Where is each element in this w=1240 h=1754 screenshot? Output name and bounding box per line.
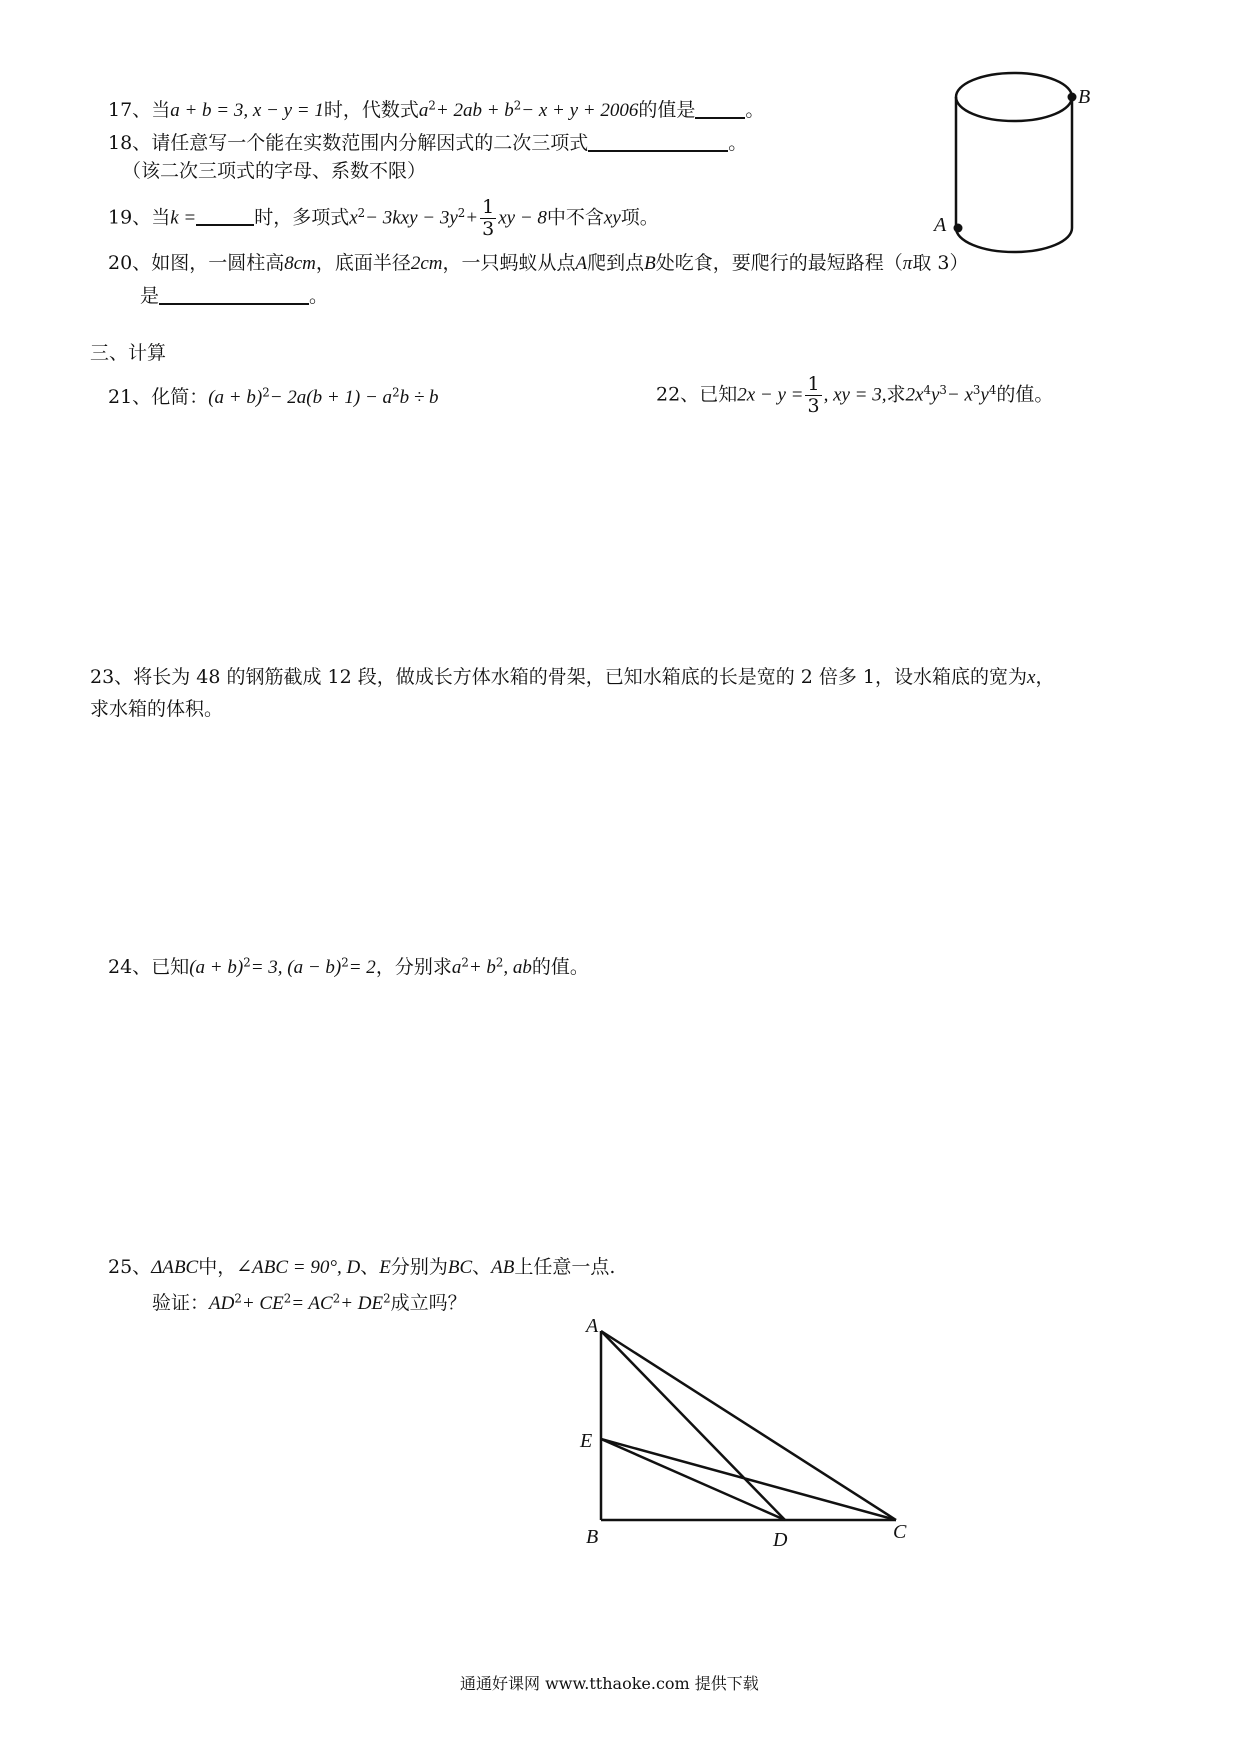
question-20: 20、如图，一圆柱高8cm，底面半径2cm，一只蚂蚁从点A爬到点B处吃食，要爬行的最短路程（π取 3） — [108, 252, 969, 274]
label-a: A — [934, 214, 947, 236]
label-e: E — [580, 1430, 593, 1452]
question-number: 18、 — [108, 132, 152, 155]
question-19: 19、当k = 时，多项式$x^2- 3kxy - 3y^2+$ $\frac{1}{3}$ xy − 8中不含xy项。 — [108, 196, 659, 240]
question-number: 20、 — [108, 252, 152, 274]
segment-ad — [601, 1331, 785, 1520]
label-a: A — [586, 1315, 599, 1337]
question-number: 17、 — [108, 99, 152, 122]
question-number: 23、 — [90, 666, 134, 688]
question-23: 23、将长为 48 的钢筋截成 12 段，做成长方体水箱的骨架，已知水箱底的长是宽的 2 倍多 1，设水箱底的宽为x， — [90, 666, 1055, 688]
fraction-one-third: $\frac{1}{3}$ — [482, 196, 495, 240]
question-18: 18、请任意写一个能在实数范围内分解因式的二次三项式 。 — [108, 129, 747, 155]
question-23-line2: 求水箱的体积。 — [90, 698, 224, 720]
label-b: B — [586, 1526, 599, 1548]
page-footer: 通通好课网 www.tthaoke.com 提供下载 — [460, 1674, 759, 1693]
label-d: D — [773, 1529, 788, 1551]
label-c: C — [893, 1521, 907, 1543]
question-17: 17、当a + b = 3, x − y = 1时，代数式$a^2+ 2ab + b^2- x + y + 2006$的值是 。 — [108, 96, 764, 123]
question-25: 25、ΔABC中，∠ABC = 90°, D、E分别为BC、AB上任意一点. — [108, 1256, 616, 1278]
question-22: 22、已知2x − y = $\frac{1}{3}$ , xy = 3,求$2x^4y^3- x^3y^4$的值。 — [656, 373, 1054, 417]
question-number: 19、 — [108, 206, 152, 229]
section-title: 三、计算 — [90, 342, 167, 364]
question-number: 25、 — [108, 1256, 152, 1278]
segment-ed — [601, 1439, 785, 1520]
question-18-note: （该二次三项式的字母、系数不限） — [122, 160, 427, 182]
question-number: 24、 — [108, 956, 152, 978]
question-21: 21、化简：$(a + b)^2- 2a(b + 1) - a^2b \div b$ — [108, 385, 439, 408]
question-20-line2: 是 。 — [140, 282, 328, 308]
question-number: 21、 — [108, 386, 152, 408]
question-25-verify: 验证：$AD^2+ CE^2= AC^2+ DE^2$成立吗？ — [152, 1291, 467, 1314]
segment-ec — [601, 1439, 896, 1520]
fraction-one-third: $\frac{1}{3}$ — [807, 373, 820, 417]
question-24: 24、已知$(a + b)^2= 3$, $(a - b)^2= 2$，分别求$a^2+ b^2$, ab的值。 — [108, 955, 589, 978]
question-number: 22、 — [656, 383, 700, 406]
label-b: B — [1078, 86, 1091, 108]
segment-ac — [601, 1331, 896, 1520]
